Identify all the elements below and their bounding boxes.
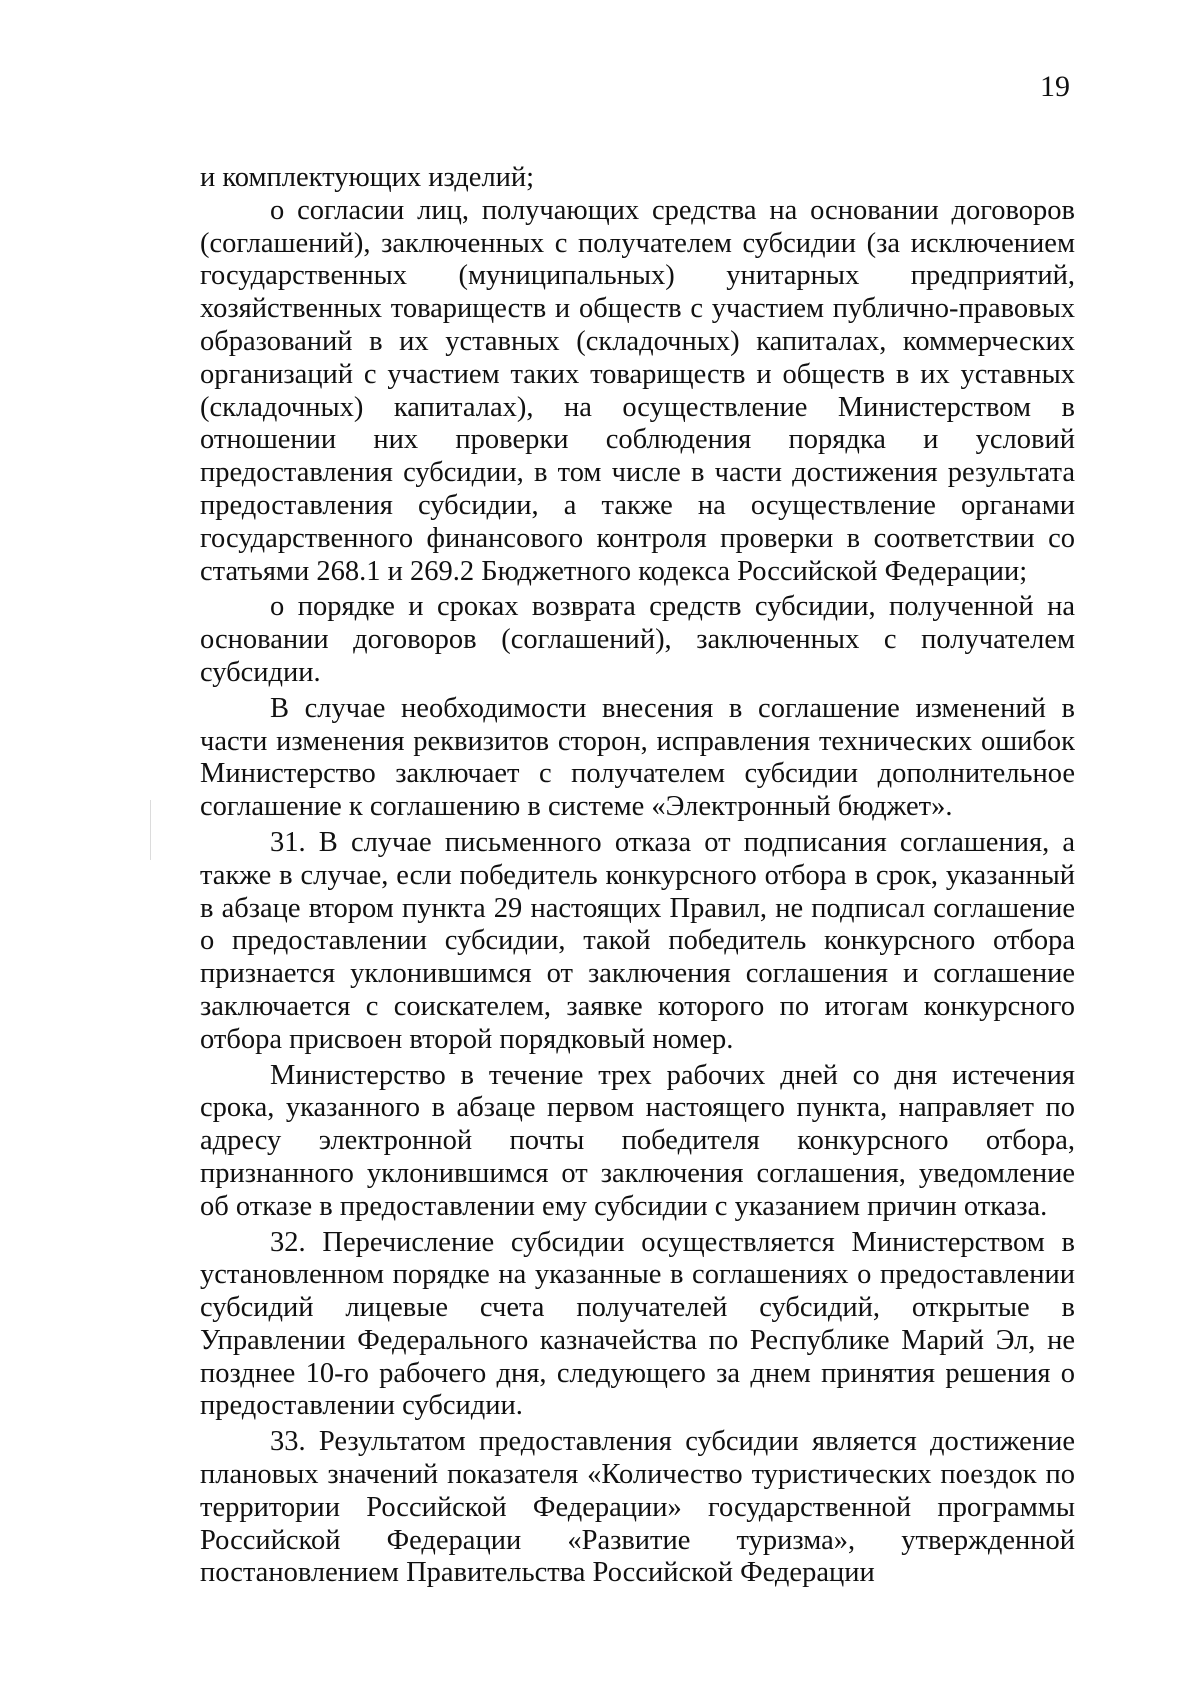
document-body xyxy=(200,162,1075,1590)
paragraph-return-procedure: о порядке и сроках возврата средств субсидии, полученной на основании договоров (соглашений), заключенных с получателем субсидии. xyxy=(200,591,1075,688)
scan-artifact-line xyxy=(150,800,151,860)
paragraph-continuation: и комплектующих изделий; xyxy=(200,162,535,193)
paragraph-item-31: 31. В случае письменного отказа от подписания соглашения, а также в случае, если победитель конкурсного отбора в срок, указанный в абзаце втором пункта 29 настоящих Правил, не подписал соглашение о предоставлении субсидии, такой победитель конкурсного отбора признается уклонившимся от заключения соглашения и соглашение заключается с соискателем, заявке которого по итогам конкурсного отбора присвоен второй порядковый номер. xyxy=(200,826,1075,1055)
paragraph-item-33: 33. Результатом предоставления субсидии является достижение плановых значений показателя «Количество туристических поездок по территории Российской Федерации» государственной программы Российской Федерации «Развитие туризма», утвержденной постановлением Правительства Российской Федерации xyxy=(200,1426,1075,1589)
page-number: 19 xyxy=(1040,70,1070,103)
paragraph-ministry-notification: Министерство в течение трех рабочих дней со дня истечения срока, указанного в абзаце первом настоящего пункта, направляет по адресу электронной почты победителя конкурсного отбора, признанного уклонившимся от заключения соглашения, уведомление об отказе в предоставлении ему субсидии с указанием причин отказа. xyxy=(200,1059,1075,1222)
paragraph-agreement-amendments: В случае необходимости внесения в соглашение изменений в части изменения реквизитов сторон, исправления технических ошибок Министерство заключает с получателем субсидии дополнительное соглашение к соглашению в системе «Электронный бюджет». xyxy=(200,692,1075,823)
paragraph-consent-verification: о согласии лиц, получающих средства на основании договоров (соглашений), заключенных с получателем субсидии (за исключением государственных (муниципальных) унитарных предприятий, хозяйственных товариществ и обществ с участием публично-правовых образований в их уставных (складочных) капиталах, коммерческих организаций с участием таких товариществ и обществ в их уставных (складочных) капиталах), на осуществление Министерством в отношении них проверки соблюдения порядка и условий предоставления субсидии, в том числе в части достижения результата предоставления субсидии, а также на осуществление органами государственного финансового контроля проверки в соответствии со статьями 268.1 и 269.2 Бюджетного кодекса Российской Федерации; xyxy=(200,194,1075,587)
paragraph-item-32: 32. Перечисление субсидии осуществляется Министерством в установленном порядке на указанные в соглашениях о предоставлении субсидий лицевые счета получателей субсидий, открытые в Управлении Федерального казначейства по Республике Марий Эл, не позднее 10-го рабочего дня, следующего за днем принятия решения о предоставлении субсидии. xyxy=(200,1226,1075,1422)
